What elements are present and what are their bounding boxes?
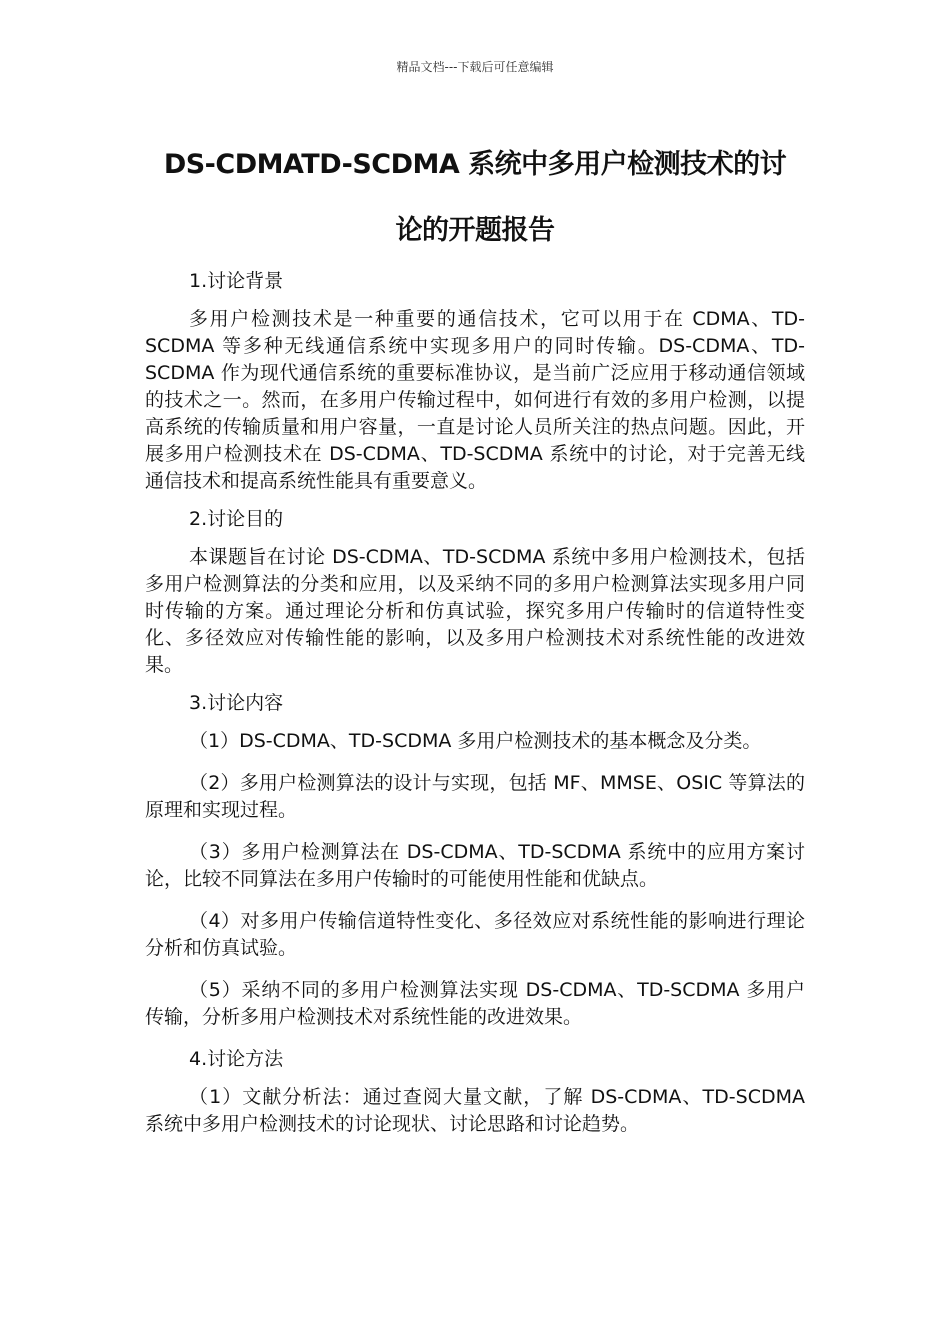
header-note: 精品文档---下载后可任意编辑 — [396, 60, 554, 74]
document-title — [150, 132, 800, 264]
content-item-5: （5）采纳不同的多用户检测算法实现 DS-CDMA、TD-SCDMA 多用户传输，分析多用户检测技术对系统性能的改进效果。 — [145, 979, 805, 1028]
document-body — [145, 268, 805, 1153]
content-item-1: （1）DS-CDMA、TD-SCDMA 多用户检测技术的基本概念及分类。 — [189, 730, 762, 752]
paragraph-purpose: 本课题旨在讨论 DS-CDMA、TD-SCDMA 系统中多用户检测技术，包括多用户检测算法的分类和应用，以及采纳不同的多用户检测算法实现多用户同时传输的方案。通过理论分析和仿真试验，探究多用户传输时的信道特性变化、多径效应对传输性能的影响，以及多用户检测技术对系统性能的改进效果。 — [145, 546, 805, 676]
section-heading-content: 3.讨论内容 — [189, 692, 284, 714]
content-item-3: （3）多用户检测算法在 DS-CDMA、TD-SCDMA 系统中的应用方案讨论，比较不同算法在多用户传输时的可能使用性能和优缺点。 — [145, 841, 805, 890]
content-item-2: （2）多用户检测算法的设计与实现，包括 MF、MMSE、OSIC 等算法的原理和实现过程。 — [145, 772, 805, 821]
title-line-1: DS-CDMATD-SCDMA 系统中多用户检测技术的讨 — [163, 149, 787, 180]
section-heading-purpose: 2.讨论目的 — [189, 508, 284, 530]
section-heading-method: 4.讨论方法 — [189, 1048, 284, 1070]
title-line-2: 论的开题报告 — [395, 215, 555, 246]
method-item-1: （1）文献分析法：通过查阅大量文献，了解 DS-CDMA、TD-SCDMA 系统中多用户检测技术的讨论现状、讨论思路和讨论趋势。 — [145, 1086, 805, 1135]
paragraph-background: 多用户检测技术是一种重要的通信技术，它可以用于在 CDMA、TD-SCDMA 等多种无线通信系统中实现多用户的同时传输。DS-CDMA、TD-SCDMA 作为现代通信系统的重要标准协议，是当前广泛应用于移动通信领域的技术之一。然而，在多用户传输过程中，如何进行有效的多用户检测，以提高系统的传输质量和用户容量，一直是讨论人员所关注的热点问题。因此，开展多用户检测技术在 DS-CDMA、TD-SCDMA 系统中的讨论，对于完善无线通信技术和提高系统性能具有重要意义。 — [145, 308, 805, 492]
content-item-4: （4）对多用户传输信道特性变化、多径效应对系统性能的影响进行理论分析和仿真试验。 — [145, 910, 805, 959]
section-heading-background: 1.讨论背景 — [189, 270, 284, 292]
